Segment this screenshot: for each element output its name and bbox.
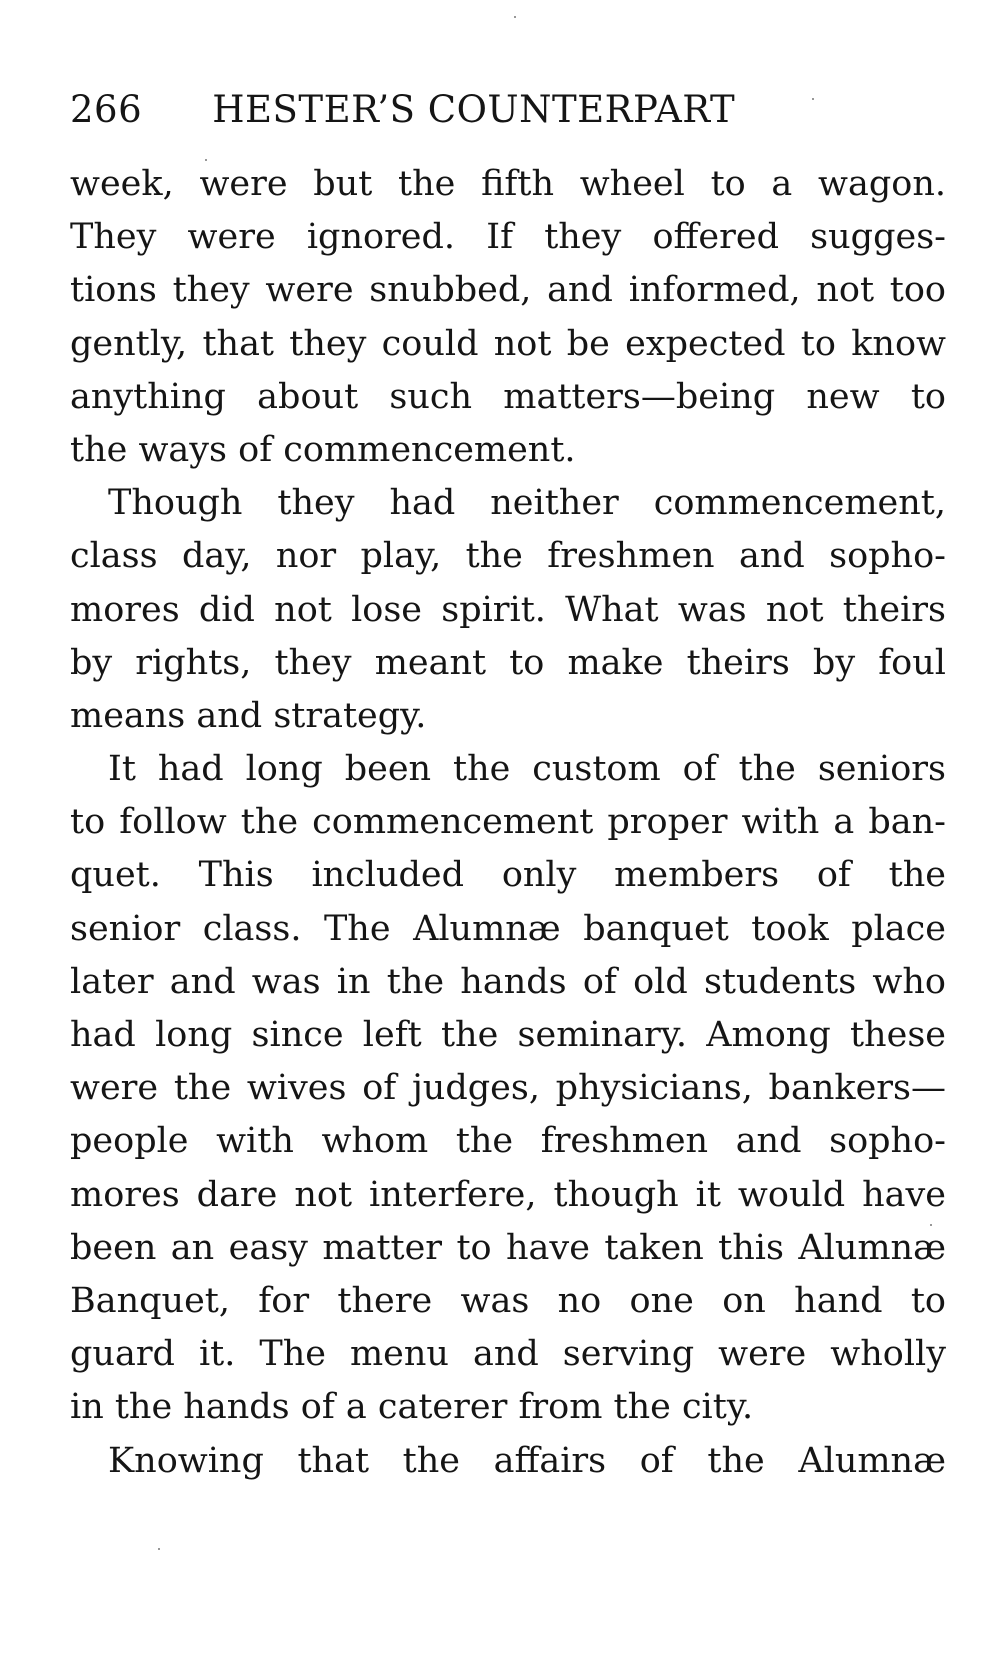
scan-speck: [930, 1224, 932, 1226]
scan-speck: [205, 159, 207, 161]
text-line: were the wives of judges, physicians, bankers—: [70, 1068, 946, 1109]
text-line: mores dare not interfere, though it would have: [70, 1174, 946, 1215]
text-line: anything about such matters—being new to: [70, 376, 946, 417]
scan-speck: [158, 1548, 160, 1550]
text-line: quet. This included only members of the: [70, 855, 946, 896]
text-line: in the hands of a caterer from the city.: [70, 1387, 754, 1428]
text-line: Though they had neither commencement,: [108, 483, 946, 524]
body-text: [70, 158, 946, 1488]
page-number: 266: [70, 88, 143, 131]
text-line: mores did not lose spirit. What was not theirs: [70, 589, 946, 630]
text-line: gently, that they could not be expected to know: [70, 323, 946, 364]
text-line: It had long been the custom of the seniors: [108, 749, 946, 790]
text-line: class day, nor play, the freshmen and sopho-: [70, 536, 946, 577]
scan-speck: [812, 98, 814, 100]
text-line: means and strategy.: [70, 695, 427, 736]
text-line: been an easy matter to have taken this Alumnæ: [70, 1227, 946, 1268]
text-line: people with whom the freshmen and sopho-: [70, 1121, 946, 1162]
text-line: guard it. The menu and serving were wholly: [70, 1334, 946, 1375]
text-line: They were ignored. If they offered sugges-: [70, 217, 946, 258]
text-line: had long since left the seminary. Among these: [70, 1015, 946, 1055]
text-line: later and was in the hands of old students who: [70, 961, 946, 1002]
text-line: week, were but the fifth wheel to a wagon.: [70, 164, 946, 204]
text-line: by rights, they meant to make theirs by foul: [70, 642, 946, 683]
running-title: HESTER’S COUNTERPART: [212, 88, 736, 131]
text-line: Banquet, for there was no one on hand to: [70, 1280, 946, 1321]
text-line: the ways of commencement.: [70, 429, 576, 470]
text-line: tions they were snubbed, and informed, not too: [70, 270, 946, 311]
text-line: senior class. The Alumnæ banquet took place: [70, 908, 946, 949]
scan-speck: [514, 16, 516, 18]
text-line: Knowing that the affairs of the Alumnæ: [108, 1440, 946, 1481]
running-head: [70, 84, 950, 136]
text-line: to follow the commencement proper with a ban-: [70, 802, 946, 843]
